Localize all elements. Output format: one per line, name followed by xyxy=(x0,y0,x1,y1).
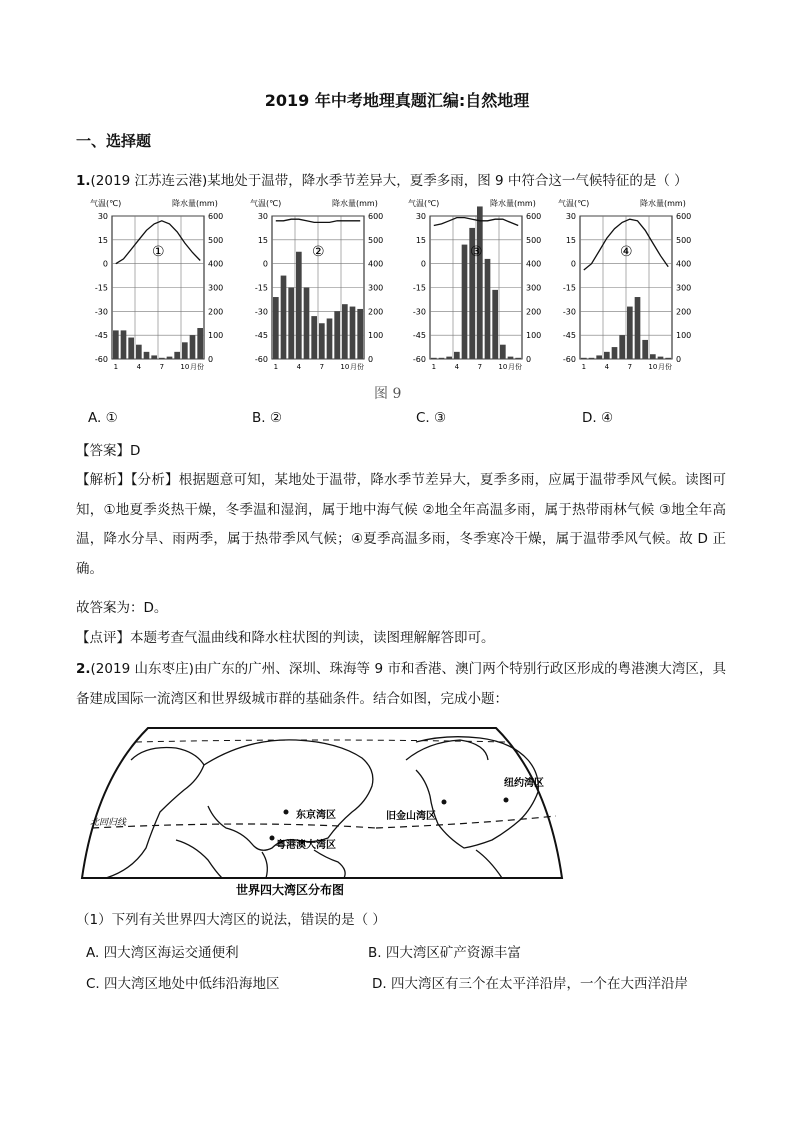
temp-axis-label: 气温(℃) xyxy=(90,199,122,208)
precip-bar xyxy=(159,358,165,359)
precip-bar xyxy=(431,358,437,359)
temp-tick: -15 xyxy=(94,283,108,293)
option-d[interactable] xyxy=(582,410,613,426)
precip-bar xyxy=(650,354,656,359)
precip-bar xyxy=(446,357,452,359)
precip-bar xyxy=(113,330,119,359)
tokyo-marker xyxy=(284,810,289,815)
precip-tick: 100 xyxy=(208,331,224,341)
option-a-label: A. xyxy=(88,410,102,426)
month-unit: 月份 xyxy=(658,363,672,371)
temp-tick: 15 xyxy=(565,235,576,245)
month-tick: 1 xyxy=(431,363,437,371)
temp-axis-label: 气温(℃) xyxy=(558,199,590,208)
precip-bar xyxy=(462,245,468,359)
option-b-label: B. xyxy=(252,410,266,426)
month-unit: 月份 xyxy=(190,363,204,371)
option-label: C. xyxy=(86,976,100,992)
option-label: D. xyxy=(372,976,387,992)
temp-tick: 15 xyxy=(415,235,426,245)
precip-bar xyxy=(612,347,618,359)
tokyo-label: 东京湾区 xyxy=(296,810,336,821)
precip-tick: 100 xyxy=(676,331,692,341)
month-tick: 7 xyxy=(319,363,325,371)
option-a[interactable] xyxy=(88,410,118,426)
temp-axis-label: 气温(℃) xyxy=(408,199,440,208)
precip-bar xyxy=(492,290,498,359)
precip-bar xyxy=(357,309,363,359)
month-tick: 10 xyxy=(498,363,508,371)
temp-tick: -60 xyxy=(412,355,426,364)
precip-tick: 300 xyxy=(208,283,224,293)
precip-bar xyxy=(273,297,279,359)
precip-bar xyxy=(128,338,134,359)
temp-tick: 0 xyxy=(102,259,108,269)
analysis-text: 根据题意可知，某地处于温带，降水季节差异大，夏季多雨，应属于温带季风气候。读图可知，①地夏季炎热干燥，冬季温和湿润，属于地中海气候 ②地全年高温多雨，属于热带雨林气候 ③地全年高温，降水分旱、雨两季，属于热带季风气候；④夏季高温多雨，冬季寒冷干燥，属于温带季风气候。故 D 正确。 xyxy=(76,472,727,577)
temp-tick: 30 xyxy=(565,212,576,221)
answer-line xyxy=(76,441,140,461)
chart-marker: ④ xyxy=(620,244,633,260)
precip-tick: 500 xyxy=(526,235,542,245)
month-tick: 7 xyxy=(627,363,633,371)
option-c[interactable] xyxy=(416,410,446,426)
temp-tick: 30 xyxy=(257,212,268,221)
comment-tag: 【点评】 xyxy=(76,630,130,646)
option-label: A. xyxy=(86,945,100,961)
option-b[interactable] xyxy=(252,410,282,426)
precip-bar xyxy=(596,355,602,359)
option-c-value: ③ xyxy=(434,410,447,426)
precip-bar xyxy=(581,358,587,359)
climate-chart-2 xyxy=(250,198,383,371)
option-d-label: D. xyxy=(582,410,597,426)
precip-bar xyxy=(627,307,633,359)
temp-tick: -45 xyxy=(412,331,426,341)
question-number: 2. xyxy=(76,661,91,677)
month-unit: 月份 xyxy=(350,363,364,371)
precip-axis-label: 降水量(mm) xyxy=(172,199,218,208)
chart-marker: ③ xyxy=(470,244,483,260)
climate-charts-svg xyxy=(86,194,726,404)
ny-marker xyxy=(504,798,509,803)
temp-tick: -30 xyxy=(254,307,268,317)
sub-question-1: （1）下列有关世界四大湾区的说法，错误的是（ ） xyxy=(76,912,386,928)
precip-tick: 300 xyxy=(368,283,384,293)
sf-label: 旧金山湾区 xyxy=(386,811,436,822)
gba-label: 粤港澳大湾区 xyxy=(276,840,336,851)
climate-chart-4 xyxy=(558,198,691,371)
answer-tag: 【答案】 xyxy=(76,443,130,459)
precip-bar xyxy=(319,323,325,359)
precip-tick: 200 xyxy=(208,307,224,317)
climate-figure xyxy=(86,194,726,404)
ny-label: 纽约湾区 xyxy=(504,778,544,789)
analysis-tag: 【解析】【分析】 xyxy=(76,472,179,488)
temp-tick: -60 xyxy=(254,355,268,364)
month-tick: 1 xyxy=(581,363,587,371)
precip-bar xyxy=(182,342,188,359)
option-text: 四大湾区有三个在太平洋沿岸，一个在大西洋沿岸 xyxy=(390,976,688,992)
sf-marker xyxy=(442,800,447,805)
precip-bar xyxy=(197,328,203,359)
conclusion-line: 故答案为：D。 xyxy=(76,600,168,616)
precip-bar xyxy=(500,345,506,359)
temp-tick: 0 xyxy=(262,259,268,269)
precip-bar xyxy=(121,330,127,359)
precip-axis-label: 降水量(mm) xyxy=(640,199,686,208)
precip-tick: 600 xyxy=(208,212,224,221)
map-caption: 世界四大湾区分布图 xyxy=(236,883,345,897)
temp-tick: -15 xyxy=(254,283,268,293)
precip-tick: 500 xyxy=(368,235,384,245)
precip-bar xyxy=(151,355,157,359)
precip-bar xyxy=(658,357,664,359)
question-2-stem xyxy=(76,655,726,714)
question-text: 某地处于温带，降水季节差异大，夏季多雨，图 9 中符合这一气候特征的是（ ） xyxy=(207,173,688,189)
precip-tick: 400 xyxy=(368,259,384,269)
month-tick: 4 xyxy=(454,363,460,371)
precip-tick: 400 xyxy=(526,259,542,269)
month-tick: 10 xyxy=(180,363,190,371)
precip-bar xyxy=(342,304,348,359)
precip-bar xyxy=(515,358,521,359)
tropic-label: 北回归线 xyxy=(90,818,127,828)
temp-tick: -60 xyxy=(562,355,576,364)
precip-tick: 100 xyxy=(526,331,542,341)
month-tick: 4 xyxy=(296,363,302,371)
precip-tick: 500 xyxy=(676,235,692,245)
sub1-option-d[interactable] xyxy=(372,972,688,992)
precip-tick: 200 xyxy=(676,307,692,317)
temp-tick: 30 xyxy=(415,212,426,221)
precip-bar xyxy=(604,352,610,359)
month-tick: 7 xyxy=(159,363,165,371)
precip-bar xyxy=(485,259,491,359)
precip-bar xyxy=(311,316,317,359)
option-label: B. xyxy=(368,945,382,961)
question-source: (2019 江苏连云港) xyxy=(90,173,208,189)
month-tick: 10 xyxy=(340,363,350,371)
month-tick: 1 xyxy=(273,363,279,371)
temp-tick: 15 xyxy=(97,235,108,245)
precip-bar xyxy=(589,358,595,359)
precip-tick: 500 xyxy=(208,235,224,245)
precip-tick: 0 xyxy=(208,355,214,364)
climate-chart-3 xyxy=(408,198,541,371)
precip-bar xyxy=(296,252,302,359)
precip-tick: 0 xyxy=(368,355,374,364)
precip-bar xyxy=(174,352,180,359)
option-a-value: ① xyxy=(105,410,118,426)
month-unit: 月份 xyxy=(508,363,522,371)
precip-bar xyxy=(439,358,445,359)
temp-tick: -45 xyxy=(94,331,108,341)
precip-bar xyxy=(665,358,671,359)
section-heading: 一、选择题 xyxy=(76,132,152,150)
precip-bar xyxy=(508,357,514,359)
temp-tick: -60 xyxy=(94,355,108,364)
temp-tick: -45 xyxy=(562,331,576,341)
precip-bar xyxy=(454,352,460,359)
sub1-option-a[interactable] xyxy=(86,941,239,961)
chart-marker: ② xyxy=(312,244,325,260)
month-tick: 4 xyxy=(136,363,142,371)
precip-bar xyxy=(327,318,333,359)
answer-value: D xyxy=(130,443,141,459)
option-b-value: ② xyxy=(269,410,282,426)
temp-tick: -15 xyxy=(412,283,426,293)
precip-axis-label: 降水量(mm) xyxy=(332,199,378,208)
precip-axis-label: 降水量(mm) xyxy=(490,199,536,208)
option-c-label: C. xyxy=(416,410,430,426)
world-map-svg xyxy=(76,720,568,900)
analysis-paragraph xyxy=(76,466,726,584)
precip-bar xyxy=(167,357,173,359)
temp-tick: -30 xyxy=(412,307,426,317)
precip-bar xyxy=(304,288,310,360)
precip-tick: 300 xyxy=(676,283,692,293)
precip-tick: 100 xyxy=(368,331,384,341)
temp-tick: 15 xyxy=(257,235,268,245)
temp-tick: 0 xyxy=(420,259,426,269)
temp-tick: 30 xyxy=(97,212,108,221)
precip-bar xyxy=(642,340,648,359)
precip-bar xyxy=(477,206,483,359)
question-number: 1. xyxy=(76,173,91,189)
figure-label: 图 9 xyxy=(374,386,402,402)
precip-bar xyxy=(334,311,340,359)
gba-marker xyxy=(270,836,275,841)
precip-tick: 200 xyxy=(368,307,384,317)
option-text: 四大湾区矿产资源丰富 xyxy=(385,945,521,961)
precip-tick: 300 xyxy=(526,283,542,293)
precip-tick: 200 xyxy=(526,307,542,317)
temp-axis-label: 气温(℃) xyxy=(250,199,282,208)
precip-tick: 400 xyxy=(208,259,224,269)
month-tick: 1 xyxy=(113,363,119,371)
precip-bar xyxy=(190,335,196,359)
question-text: 由广东的广州、深圳、珠海等 9 市和香港、澳门两个特别行政区形成的粤港澳大湾区，具备建成国际一流湾区和世界级城市群的基础条件。结合如图，完成小题： xyxy=(76,661,726,707)
temp-tick: -30 xyxy=(94,307,108,317)
climate-chart-1 xyxy=(90,198,223,371)
precip-tick: 0 xyxy=(676,355,682,364)
comment-text: 本题考查气温曲线和降水柱状图的判读，读图理解解答即可。 xyxy=(130,630,495,646)
precip-bar xyxy=(619,335,625,359)
option-text: 四大湾区地处中低纬沿海地区 xyxy=(104,976,280,992)
sub1-option-c[interactable] xyxy=(86,972,280,992)
precip-bar xyxy=(136,345,142,359)
chart-marker: ① xyxy=(152,244,165,260)
comment-line xyxy=(76,628,495,648)
precip-tick: 600 xyxy=(526,212,542,221)
precip-bar xyxy=(288,288,294,360)
precip-bar xyxy=(281,276,287,359)
temp-tick: -45 xyxy=(254,331,268,341)
page-title: 2019 年中考地理真题汇编:自然地理 xyxy=(264,91,530,110)
precip-tick: 400 xyxy=(676,259,692,269)
option-d-value: ④ xyxy=(600,410,614,426)
temp-tick: 0 xyxy=(570,259,576,269)
temp-tick: -15 xyxy=(562,283,576,293)
world-bay-map xyxy=(76,720,568,900)
question-1-stem xyxy=(76,171,688,191)
precip-tick: 600 xyxy=(368,212,384,221)
precip-tick: 600 xyxy=(676,212,692,221)
option-text: 四大湾区海运交通便利 xyxy=(103,945,239,961)
sub1-option-b[interactable] xyxy=(368,941,521,961)
month-tick: 10 xyxy=(648,363,658,371)
question-source: (2019 山东枣庄) xyxy=(90,661,194,677)
precip-bar xyxy=(350,307,356,359)
precip-tick: 0 xyxy=(526,355,532,364)
precip-bar xyxy=(144,352,150,359)
month-tick: 7 xyxy=(477,363,483,371)
precip-bar xyxy=(635,297,641,359)
temp-tick: -30 xyxy=(562,307,576,317)
month-tick: 4 xyxy=(604,363,610,371)
